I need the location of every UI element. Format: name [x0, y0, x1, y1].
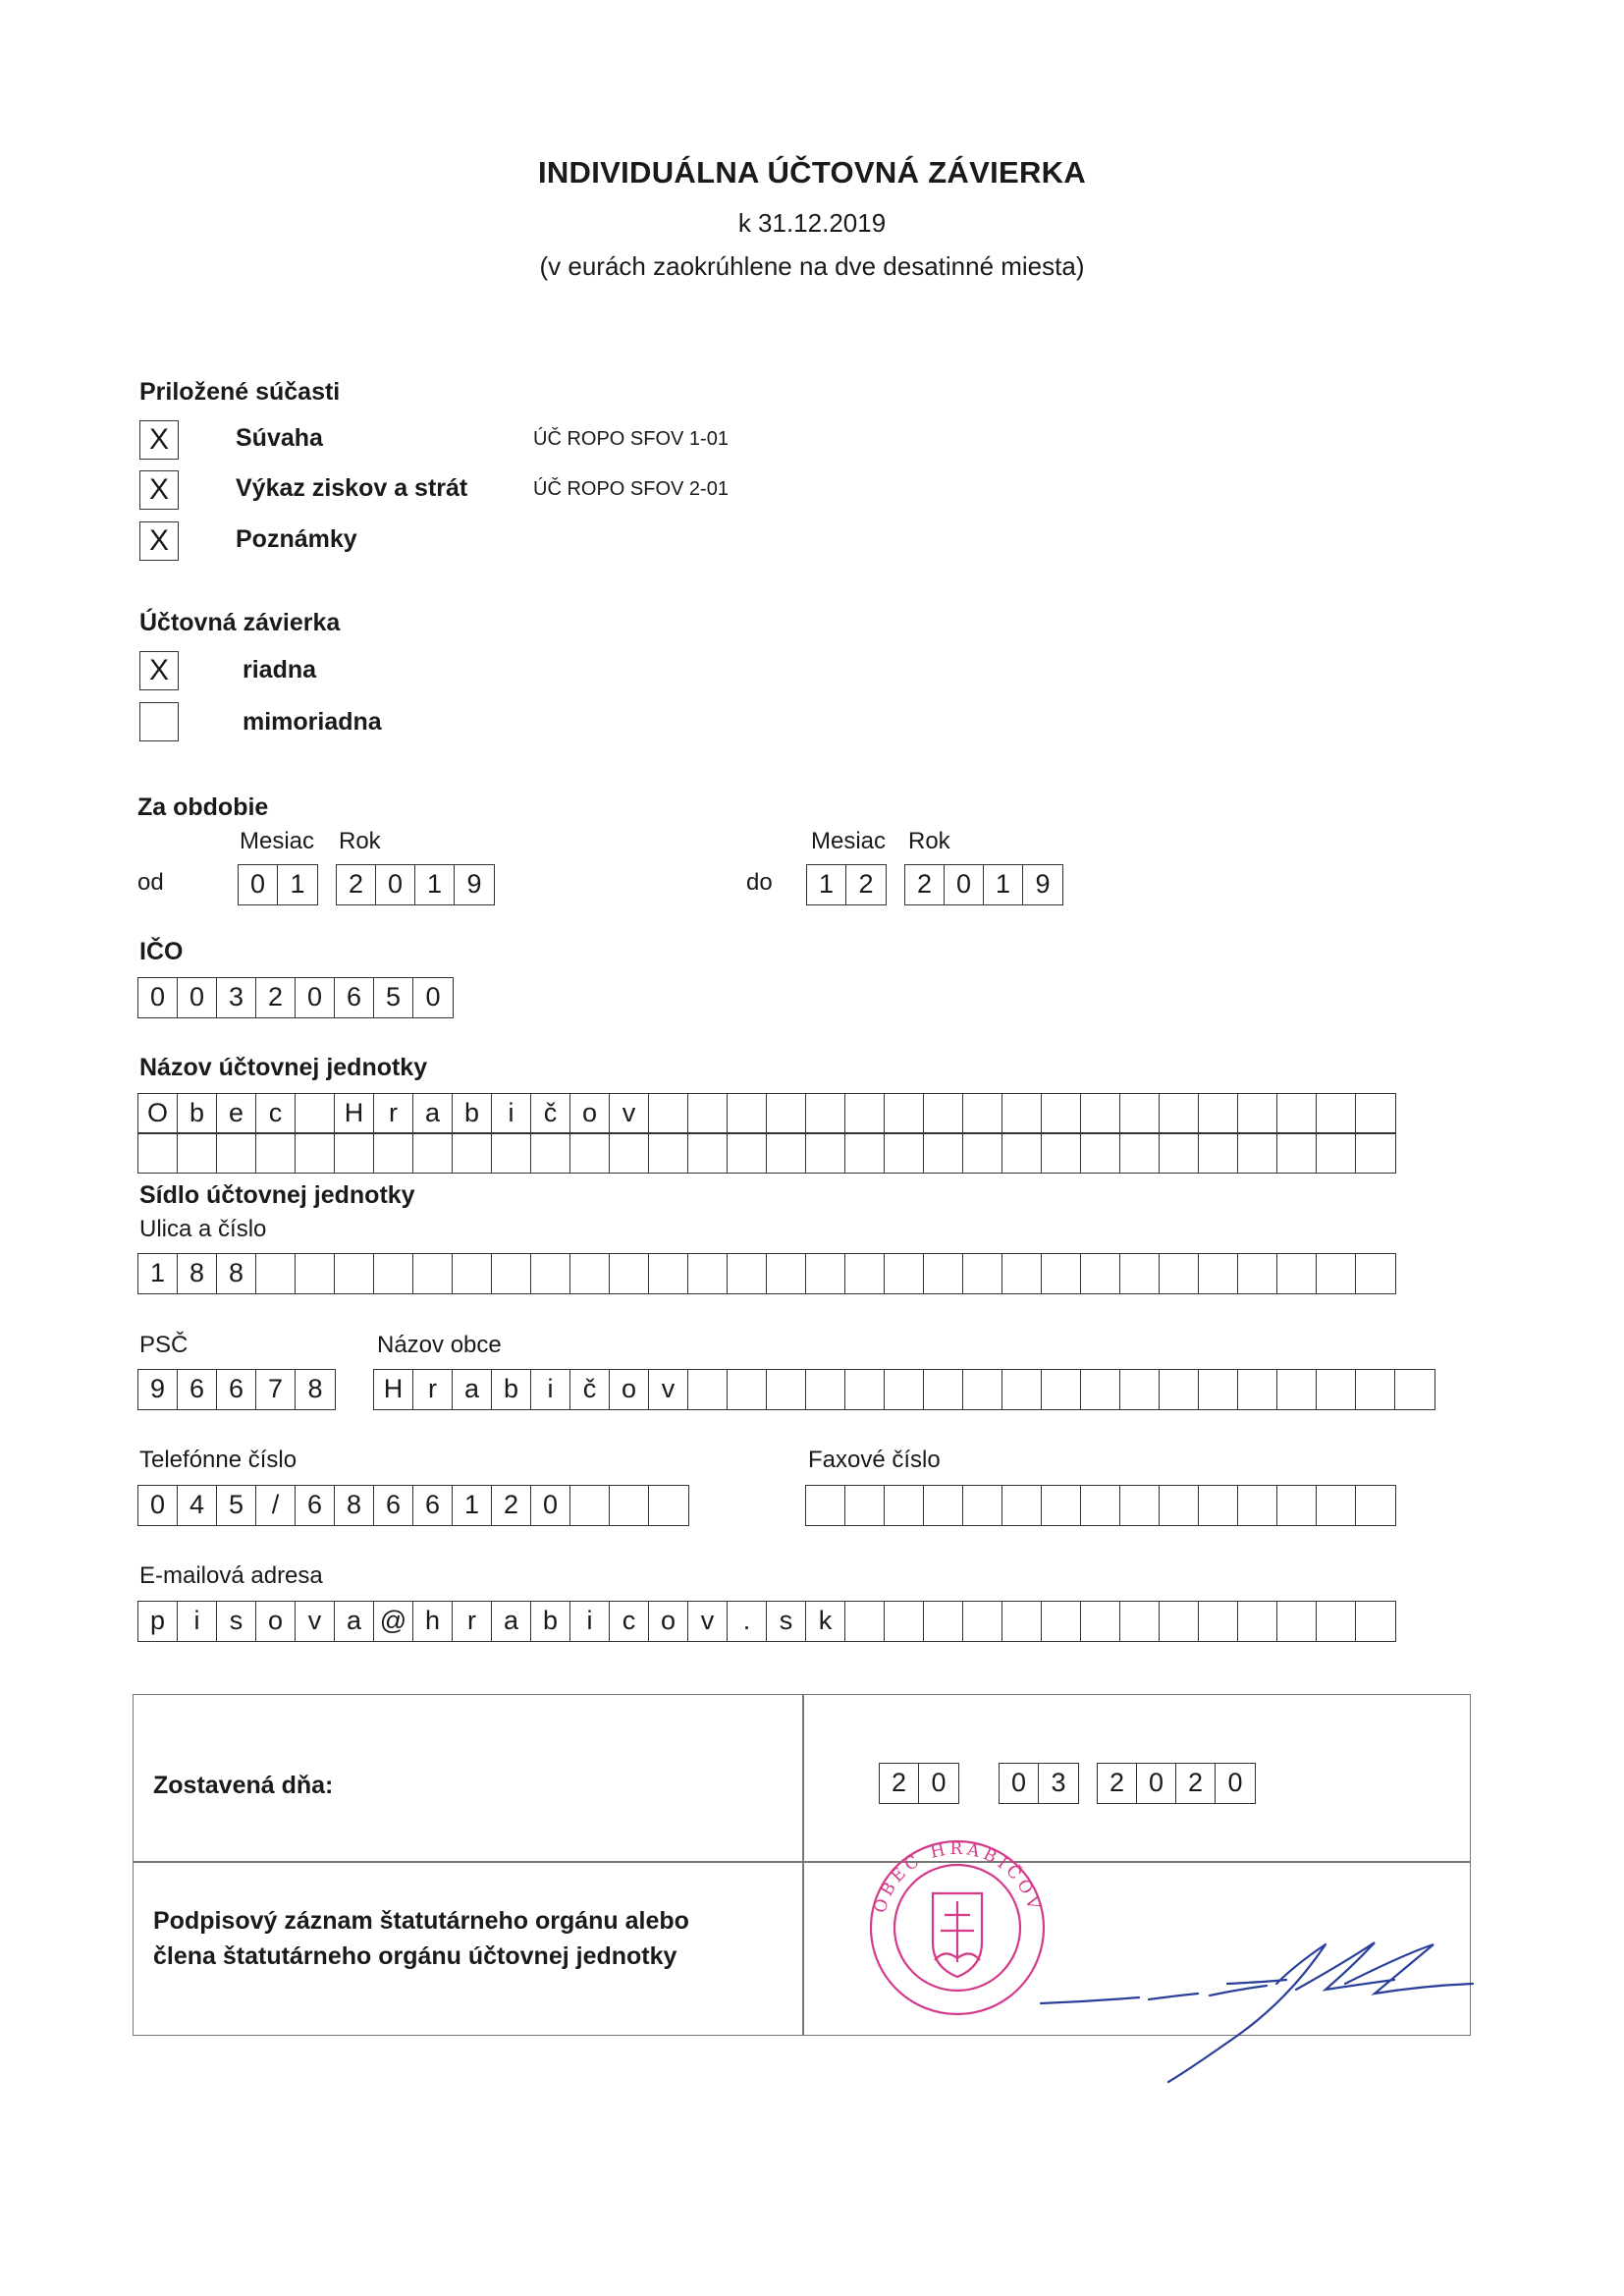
name-field-row1-cell: [296, 1094, 335, 1133]
name-field-row2-cell: [1042, 1133, 1081, 1173]
phone-field-cell: [610, 1486, 649, 1525]
name-field-row1-cell: [806, 1094, 845, 1133]
to-year-label: Rok: [908, 828, 950, 854]
to-year-field-cell: 2: [905, 865, 945, 904]
phone-field-cell: 6: [296, 1486, 335, 1525]
from-year-field-cell: 2: [337, 865, 376, 904]
fax-field-cell: [806, 1486, 845, 1525]
street-field-cell: [1199, 1254, 1238, 1293]
phone-field-cell: 2: [492, 1486, 531, 1525]
phone-field[interactable]: [137, 1485, 689, 1526]
email-field[interactable]: [137, 1601, 1396, 1642]
checkbox-poznamky[interactable]: X: [139, 521, 179, 561]
checkbox-riadna[interactable]: X: [139, 651, 179, 690]
street-field-cell: [256, 1254, 296, 1293]
email-field-cell: r: [453, 1602, 492, 1641]
email-field-cell: s: [767, 1602, 806, 1641]
name-field-row1-cell: [885, 1094, 924, 1133]
city-field-cell: [1120, 1370, 1160, 1409]
city-field-cell: [806, 1370, 845, 1409]
street-field-cell: 8: [178, 1254, 217, 1293]
city-field-cell: [1081, 1370, 1120, 1409]
compiled-year-field[interactable]: [1097, 1763, 1256, 1804]
street-field-cell: [374, 1254, 413, 1293]
name-field-row1[interactable]: [137, 1093, 1396, 1134]
to-year-field-cell: 0: [945, 865, 984, 904]
city-field-cell: [1002, 1370, 1042, 1409]
name-label: Názov účtovnej jednotky: [139, 1054, 428, 1081]
name-field-row1-cell: b: [453, 1094, 492, 1133]
name-field-row1-cell: [1317, 1094, 1356, 1133]
name-field-row2-cell: [963, 1133, 1002, 1173]
email-field-cell: k: [806, 1602, 845, 1641]
email-field-cell: o: [649, 1602, 688, 1641]
compiled-day-field-cell: 2: [880, 1764, 919, 1803]
name-field-row2-cell: [610, 1133, 649, 1173]
email-label: E-mailová adresa: [139, 1562, 323, 1589]
name-field-row2-cell: [178, 1133, 217, 1173]
street-field-cell: 8: [217, 1254, 256, 1293]
name-field-row1-cell: [963, 1094, 1002, 1133]
name-field-row2-cell: [767, 1133, 806, 1173]
street-field-cell: [335, 1254, 374, 1293]
name-field-row2-cell: [1199, 1133, 1238, 1173]
street-field-cell: [1042, 1254, 1081, 1293]
name-field-row2-cell: [924, 1133, 963, 1173]
city-field-cell: [924, 1370, 963, 1409]
name-field-row1-cell: [1042, 1094, 1081, 1133]
city-field-cell: [1317, 1370, 1356, 1409]
to-month-field-cell: 1: [807, 865, 846, 904]
street-field-cell: [296, 1254, 335, 1293]
name-field-row1-cell: [767, 1094, 806, 1133]
street-field-cell: [845, 1254, 885, 1293]
street-field-cell: [1002, 1254, 1042, 1293]
city-field-cell: a: [453, 1370, 492, 1409]
name-field-row2-cell: [885, 1133, 924, 1173]
compiled-month-field[interactable]: [999, 1763, 1079, 1804]
name-field-row1-cell: [1160, 1094, 1199, 1133]
compiled-label: Zostavená dňa:: [153, 1772, 334, 1799]
fax-field-cell: [1160, 1486, 1199, 1525]
city-field-cell: [1277, 1370, 1317, 1409]
email-field-cell: [845, 1602, 885, 1641]
psc-field[interactable]: [137, 1369, 336, 1410]
fax-field-cell: [1238, 1486, 1277, 1525]
name-field-row2-cell: [570, 1133, 610, 1173]
from-month-field[interactable]: [238, 864, 318, 905]
compiled-month-field-cell: 3: [1051, 1768, 1066, 1797]
fax-field-cell: [1120, 1486, 1160, 1525]
fax-field[interactable]: [805, 1485, 1396, 1526]
to-month-field[interactable]: [806, 864, 887, 905]
phone-field-cell: /: [256, 1486, 296, 1525]
name-field-row1-cell: [845, 1094, 885, 1133]
name-field-row1-cell: O: [138, 1094, 178, 1133]
street-field-cell: [1120, 1254, 1160, 1293]
name-field-row2-cell: [1160, 1133, 1199, 1173]
attachment-label-suvaha: Súvaha: [236, 424, 323, 452]
name-field-row1-cell: č: [531, 1094, 570, 1133]
name-field-row2-cell: [296, 1133, 335, 1173]
email-field-cell: p: [138, 1602, 178, 1641]
to-year-field-cell: 9: [1035, 869, 1051, 899]
fax-field-cell: [885, 1486, 924, 1525]
name-field-row2-cell: [453, 1133, 492, 1173]
email-field-cell: v: [688, 1602, 728, 1641]
name-field-row2[interactable]: [137, 1132, 1396, 1174]
street-field-cell: [1317, 1254, 1356, 1293]
city-field-cell: b: [492, 1370, 531, 1409]
from-year-field[interactable]: [336, 864, 495, 905]
fax-field-cell: [1199, 1486, 1238, 1525]
email-field-cell: [1081, 1602, 1120, 1641]
name-field-row2-cell: [1238, 1133, 1277, 1173]
street-field-cell: [728, 1254, 767, 1293]
street-field-cell: [1238, 1254, 1277, 1293]
document-title: INDIVIDUÁLNA ÚČTOVNÁ ZÁVIERKA: [537, 155, 1087, 190]
name-field-row2-cell: [1317, 1133, 1356, 1173]
city-field[interactable]: [373, 1369, 1435, 1410]
name-field-row1-cell: i: [492, 1094, 531, 1133]
ico-field-cell: 3: [217, 978, 256, 1017]
city-field-cell: [1042, 1370, 1081, 1409]
email-field-cell: @: [374, 1602, 413, 1641]
compiled-day-field[interactable]: [879, 1763, 959, 1804]
compiled-year-field-cell: 0: [1227, 1768, 1243, 1797]
street-field-cell: [1356, 1254, 1395, 1293]
stamp-text: OBEC HRABIČOV: [870, 1838, 1045, 1916]
street-field-cell: [1160, 1254, 1199, 1293]
ico-field-cell: 2: [256, 978, 296, 1017]
name-field-row2-cell: [1277, 1133, 1317, 1173]
name-field-row1-cell: [924, 1094, 963, 1133]
ico-field-cell: 5: [374, 978, 413, 1017]
city-field-cell: [688, 1370, 728, 1409]
psc-label: PSČ: [139, 1332, 189, 1358]
street-field-cell: [492, 1254, 531, 1293]
name-field-row2-cell: [1120, 1133, 1160, 1173]
to-label: do: [746, 869, 773, 896]
name-field-row1-cell: c: [256, 1094, 296, 1133]
handwritten-signature-icon: [1031, 1925, 1483, 2092]
name-field-row2-cell: [1356, 1133, 1395, 1173]
signature-label-line1: Podpisový záznam štatutárneho orgánu alebo: [153, 1907, 689, 1935]
ico-field-cell: 0: [425, 982, 441, 1011]
fax-field-cell: [1042, 1486, 1081, 1525]
ico-field-cell: 0: [178, 978, 217, 1017]
from-label: od: [137, 869, 164, 896]
name-field-row2-cell: [806, 1133, 845, 1173]
name-field-row1-cell: [1199, 1094, 1238, 1133]
street-field-cell: [531, 1254, 570, 1293]
phone-field-cell: 8: [335, 1486, 374, 1525]
city-field-cell: H: [374, 1370, 413, 1409]
psc-field-cell: 6: [217, 1370, 256, 1409]
name-field-row2-cell: [1002, 1133, 1042, 1173]
street-field-cell: [610, 1254, 649, 1293]
document-note: (v eurách zaokrúhlene na dve desatinné miesta): [539, 251, 1085, 281]
compiled-year-field-cell: 0: [1137, 1764, 1176, 1803]
fax-field-cell: [1356, 1486, 1395, 1525]
name-field-row1-cell: [1081, 1094, 1120, 1133]
from-year-label: Rok: [339, 828, 381, 854]
phone-field-cell: 4: [178, 1486, 217, 1525]
official-stamp-icon: [864, 1834, 1051, 2021]
email-field-cell: v: [296, 1602, 335, 1641]
phone-field-cell: 0: [531, 1486, 570, 1525]
street-field-cell: [570, 1254, 610, 1293]
name-field-row1-cell: [688, 1094, 728, 1133]
from-year-field-cell: 9: [466, 869, 482, 899]
name-field-row1-cell: [728, 1094, 767, 1133]
email-field-cell: o: [256, 1602, 296, 1641]
email-field-cell: [1002, 1602, 1042, 1641]
name-field-row2-cell: [217, 1133, 256, 1173]
compiled-year-field-cell: 2: [1098, 1764, 1137, 1803]
name-field-row1-cell: [1238, 1094, 1277, 1133]
email-field-cell: c: [610, 1602, 649, 1641]
email-field-cell: a: [335, 1602, 374, 1641]
statement-label-mimoriadna: mimoriadna: [243, 708, 382, 736]
city-field-cell: v: [649, 1370, 688, 1409]
footer-divider-vertical: [802, 1694, 804, 2036]
name-field-row2-cell: [138, 1133, 178, 1173]
email-field-cell: [1238, 1602, 1277, 1641]
email-field-cell: i: [178, 1602, 217, 1641]
city-field-cell: [728, 1370, 767, 1409]
email-field-cell: i: [570, 1602, 610, 1641]
fax-field-cell: [845, 1486, 885, 1525]
name-field-row1-cell: o: [570, 1094, 610, 1133]
psc-field-cell: 9: [138, 1370, 178, 1409]
street-field-cell: [1081, 1254, 1120, 1293]
from-month-label: Mesiac: [240, 828, 315, 854]
phone-field-cell: 0: [138, 1486, 178, 1525]
name-field-row1-cell: [1356, 1094, 1395, 1133]
email-field-cell: a: [492, 1602, 531, 1641]
ico-label: IČO: [139, 938, 184, 965]
name-field-row2-cell: [413, 1133, 453, 1173]
street-field-cell: [688, 1254, 728, 1293]
from-year-field-cell: 0: [376, 865, 415, 904]
phone-field-cell: [649, 1486, 688, 1525]
statement-heading: Účtovná závierka: [139, 609, 341, 636]
name-field-row1-cell: [1277, 1094, 1317, 1133]
fax-field-cell: [1277, 1486, 1317, 1525]
name-field-row2-cell: [531, 1133, 570, 1173]
street-field-cell: [1277, 1254, 1317, 1293]
to-year-field[interactable]: [904, 864, 1063, 905]
phone-field-cell: 5: [217, 1486, 256, 1525]
city-field-cell: [963, 1370, 1002, 1409]
name-field-row1-cell: [1120, 1094, 1160, 1133]
attachments-heading: Priložené súčasti: [139, 378, 341, 406]
street-field-cell: [885, 1254, 924, 1293]
compiled-day-field-cell: 0: [931, 1768, 947, 1797]
email-field-cell: .: [728, 1602, 767, 1641]
psc-field-cell: 8: [307, 1374, 323, 1403]
ico-field[interactable]: [137, 977, 454, 1018]
city-field-cell: [1160, 1370, 1199, 1409]
city-field-cell: [845, 1370, 885, 1409]
street-field-cell: [413, 1254, 453, 1293]
checkbox-suvaha[interactable]: X: [139, 420, 179, 460]
phone-field-cell: 6: [413, 1486, 453, 1525]
fax-label: Faxové číslo: [808, 1447, 941, 1473]
from-month-field-cell: 0: [239, 865, 278, 904]
name-field-row1-cell: v: [610, 1094, 649, 1133]
name-field-row2-cell: [728, 1133, 767, 1173]
street-field-cell: [806, 1254, 845, 1293]
name-field-row2-cell: [374, 1133, 413, 1173]
city-field-cell: [1199, 1370, 1238, 1409]
period-heading: Za obdobie: [137, 793, 269, 821]
name-field-row1-cell: [649, 1094, 688, 1133]
email-field-cell: b: [531, 1602, 570, 1641]
street-field-cell: [767, 1254, 806, 1293]
to-year-field-cell: 1: [984, 865, 1023, 904]
email-field-cell: [1317, 1602, 1356, 1641]
street-field-cell: [963, 1254, 1002, 1293]
footer-divider-horizontal: [133, 1861, 1471, 1863]
to-month-field-cell: 2: [858, 869, 874, 899]
city-field-cell: r: [413, 1370, 453, 1409]
attachment-code-vykaz: ÚČ ROPO SFOV 2-01: [533, 478, 729, 500]
ico-field-cell: 0: [296, 978, 335, 1017]
email-field-cell: [1356, 1602, 1395, 1641]
street-field-cell: [924, 1254, 963, 1293]
city-field-cell: o: [610, 1370, 649, 1409]
email-field-cell: [1042, 1602, 1081, 1641]
name-field-row1-cell: a: [413, 1094, 453, 1133]
name-field-row2-cell: [256, 1133, 296, 1173]
from-month-field-cell: 1: [290, 869, 305, 899]
city-field-cell: [1356, 1370, 1395, 1409]
email-field-cell: s: [217, 1602, 256, 1641]
phone-field-cell: [570, 1486, 610, 1525]
city-field-cell: [1395, 1370, 1435, 1409]
street-field-cell: [453, 1254, 492, 1293]
name-field-row2-cell: [688, 1133, 728, 1173]
city-field-cell: [1238, 1370, 1277, 1409]
signature-label-line2: člena štatutárneho orgánu účtovnej jednotky: [153, 1942, 677, 1970]
email-field-cell: [885, 1602, 924, 1641]
street-label: Ulica a číslo: [139, 1216, 267, 1242]
name-field-row1-cell: b: [178, 1094, 217, 1133]
name-field-row1-cell: e: [217, 1094, 256, 1133]
name-field-row2-cell: [845, 1133, 885, 1173]
compiled-month-field-cell: 0: [1000, 1764, 1039, 1803]
city-field-cell: i: [531, 1370, 570, 1409]
name-field-row1-cell: r: [374, 1094, 413, 1133]
from-year-field-cell: 1: [415, 865, 455, 904]
name-field-row1-cell: [1002, 1094, 1042, 1133]
compiled-year-field-cell: 2: [1176, 1764, 1216, 1803]
phone-label: Telefónne číslo: [139, 1447, 298, 1473]
fax-field-cell: [1002, 1486, 1042, 1525]
city-field-cell: č: [570, 1370, 610, 1409]
fax-field-cell: [924, 1486, 963, 1525]
checkbox-mimoriadna[interactable]: [139, 702, 179, 741]
fax-field-cell: [1317, 1486, 1356, 1525]
city-label: Názov obce: [377, 1332, 502, 1358]
name-field-row1-cell: H: [335, 1094, 374, 1133]
attachment-label-poznamky: Poznámky: [236, 525, 357, 553]
street-field-cell: [649, 1254, 688, 1293]
document-date: k 31.12.2019: [737, 208, 887, 238]
phone-field-cell: 6: [374, 1486, 413, 1525]
psc-field-cell: 7: [256, 1370, 296, 1409]
email-field-cell: [1120, 1602, 1160, 1641]
fax-field-cell: [963, 1486, 1002, 1525]
street-field[interactable]: [137, 1253, 1396, 1294]
email-field-cell: h: [413, 1602, 453, 1641]
psc-field-cell: 6: [178, 1370, 217, 1409]
city-field-cell: [767, 1370, 806, 1409]
name-field-row2-cell: [492, 1133, 531, 1173]
name-field-row2-cell: [1081, 1133, 1120, 1173]
to-month-label: Mesiac: [811, 828, 887, 854]
email-field-cell: [1199, 1602, 1238, 1641]
email-field-cell: [924, 1602, 963, 1641]
attachment-label-vykaz: Výkaz ziskov a strát: [236, 474, 468, 502]
ico-field-cell: 6: [335, 978, 374, 1017]
address-label: Sídlo účtovnej jednotky: [139, 1181, 415, 1209]
email-field-cell: [1277, 1602, 1317, 1641]
checkbox-vykaz[interactable]: X: [139, 470, 179, 510]
email-field-cell: [1160, 1602, 1199, 1641]
statement-label-riadna: riadna: [243, 656, 317, 683]
city-field-cell: [885, 1370, 924, 1409]
ico-field-cell: 0: [138, 978, 178, 1017]
street-field-cell: 1: [138, 1254, 178, 1293]
email-field-cell: [963, 1602, 1002, 1641]
fax-field-cell: [1081, 1486, 1120, 1525]
attachment-code-suvaha: ÚČ ROPO SFOV 1-01: [533, 428, 729, 450]
name-field-row2-cell: [649, 1133, 688, 1173]
phone-field-cell: 1: [453, 1486, 492, 1525]
name-field-row2-cell: [335, 1133, 374, 1173]
